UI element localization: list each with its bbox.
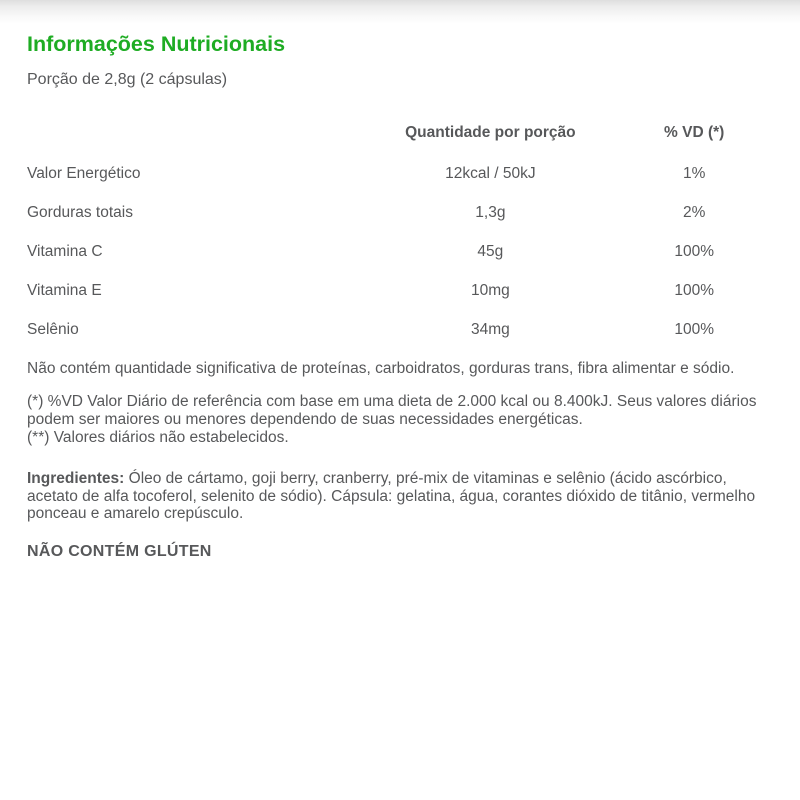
ingredients-paragraph — [27, 470, 775, 523]
row-amount: 12kcal / 50kJ — [445, 164, 536, 182]
nutrition-content — [0, 31, 800, 561]
row-dv: 100% — [674, 281, 715, 299]
ingredients-text: Óleo de cártamo, goji berry, cranberry, pré-mix de vitaminas e selênio (ácido ascórbico, acetato de alfa tocoferol, selenito de sódio). Cápsula: gelatina, água, corantes dióxido de titânio, vermelho ponceau e amarelo crepúsculo. — [27, 470, 756, 522]
row-dv: 1% — [683, 164, 706, 182]
row-label: Vitamina E — [27, 281, 102, 299]
table-row — [27, 154, 775, 193]
row-label: Selênio — [27, 320, 79, 338]
row-amount: 10mg — [470, 281, 510, 299]
row-label: Valor Energético — [27, 164, 141, 182]
row-dv: 100% — [674, 242, 715, 260]
row-amount: 45g — [477, 242, 504, 260]
serving-size: Porção de 2,8g (2 cápsulas) — [27, 71, 228, 88]
row-dv: 2% — [683, 203, 706, 221]
row-label: Vitamina C — [27, 242, 103, 260]
gluten-notice: NÃO CONTÉM GLÚTEN — [27, 542, 212, 560]
table-header-row — [27, 124, 775, 154]
row-dv: 100% — [674, 320, 715, 338]
table-row — [27, 271, 775, 310]
column-header-amount: Quantidade por porção — [405, 124, 576, 141]
row-label: Gorduras totais — [27, 203, 133, 221]
note-dv-not-established: (**) Valores diários não estabelecidos. — [27, 429, 289, 446]
note-no-significant: Não contém quantidade significativa de proteínas, carboidratos, gorduras trans, fibra alimentar e sódio. — [27, 360, 735, 377]
row-amount: 34mg — [470, 320, 510, 338]
nutrition-table — [27, 124, 775, 349]
top-shadow-gradient — [0, 0, 800, 24]
page-title: Informações Nutricionais — [27, 32, 286, 56]
row-amount: 1,3g — [475, 203, 506, 221]
table-row — [27, 232, 775, 271]
table-row — [27, 310, 775, 349]
note-dv-reference: (*) %VD Valor Diário de referência com base em uma dieta de 2.000 kcal ou 8.400kJ. Seus valores diários podem ser maiores ou menores dependendo de suas necessidades energéticas. — [27, 393, 757, 428]
column-header-item — [27, 124, 367, 154]
ingredients-label: Ingredientes: — [27, 470, 125, 487]
daily-value-notes — [27, 393, 775, 447]
column-header-dv: % VD (*) — [664, 124, 725, 141]
table-row — [27, 193, 775, 232]
